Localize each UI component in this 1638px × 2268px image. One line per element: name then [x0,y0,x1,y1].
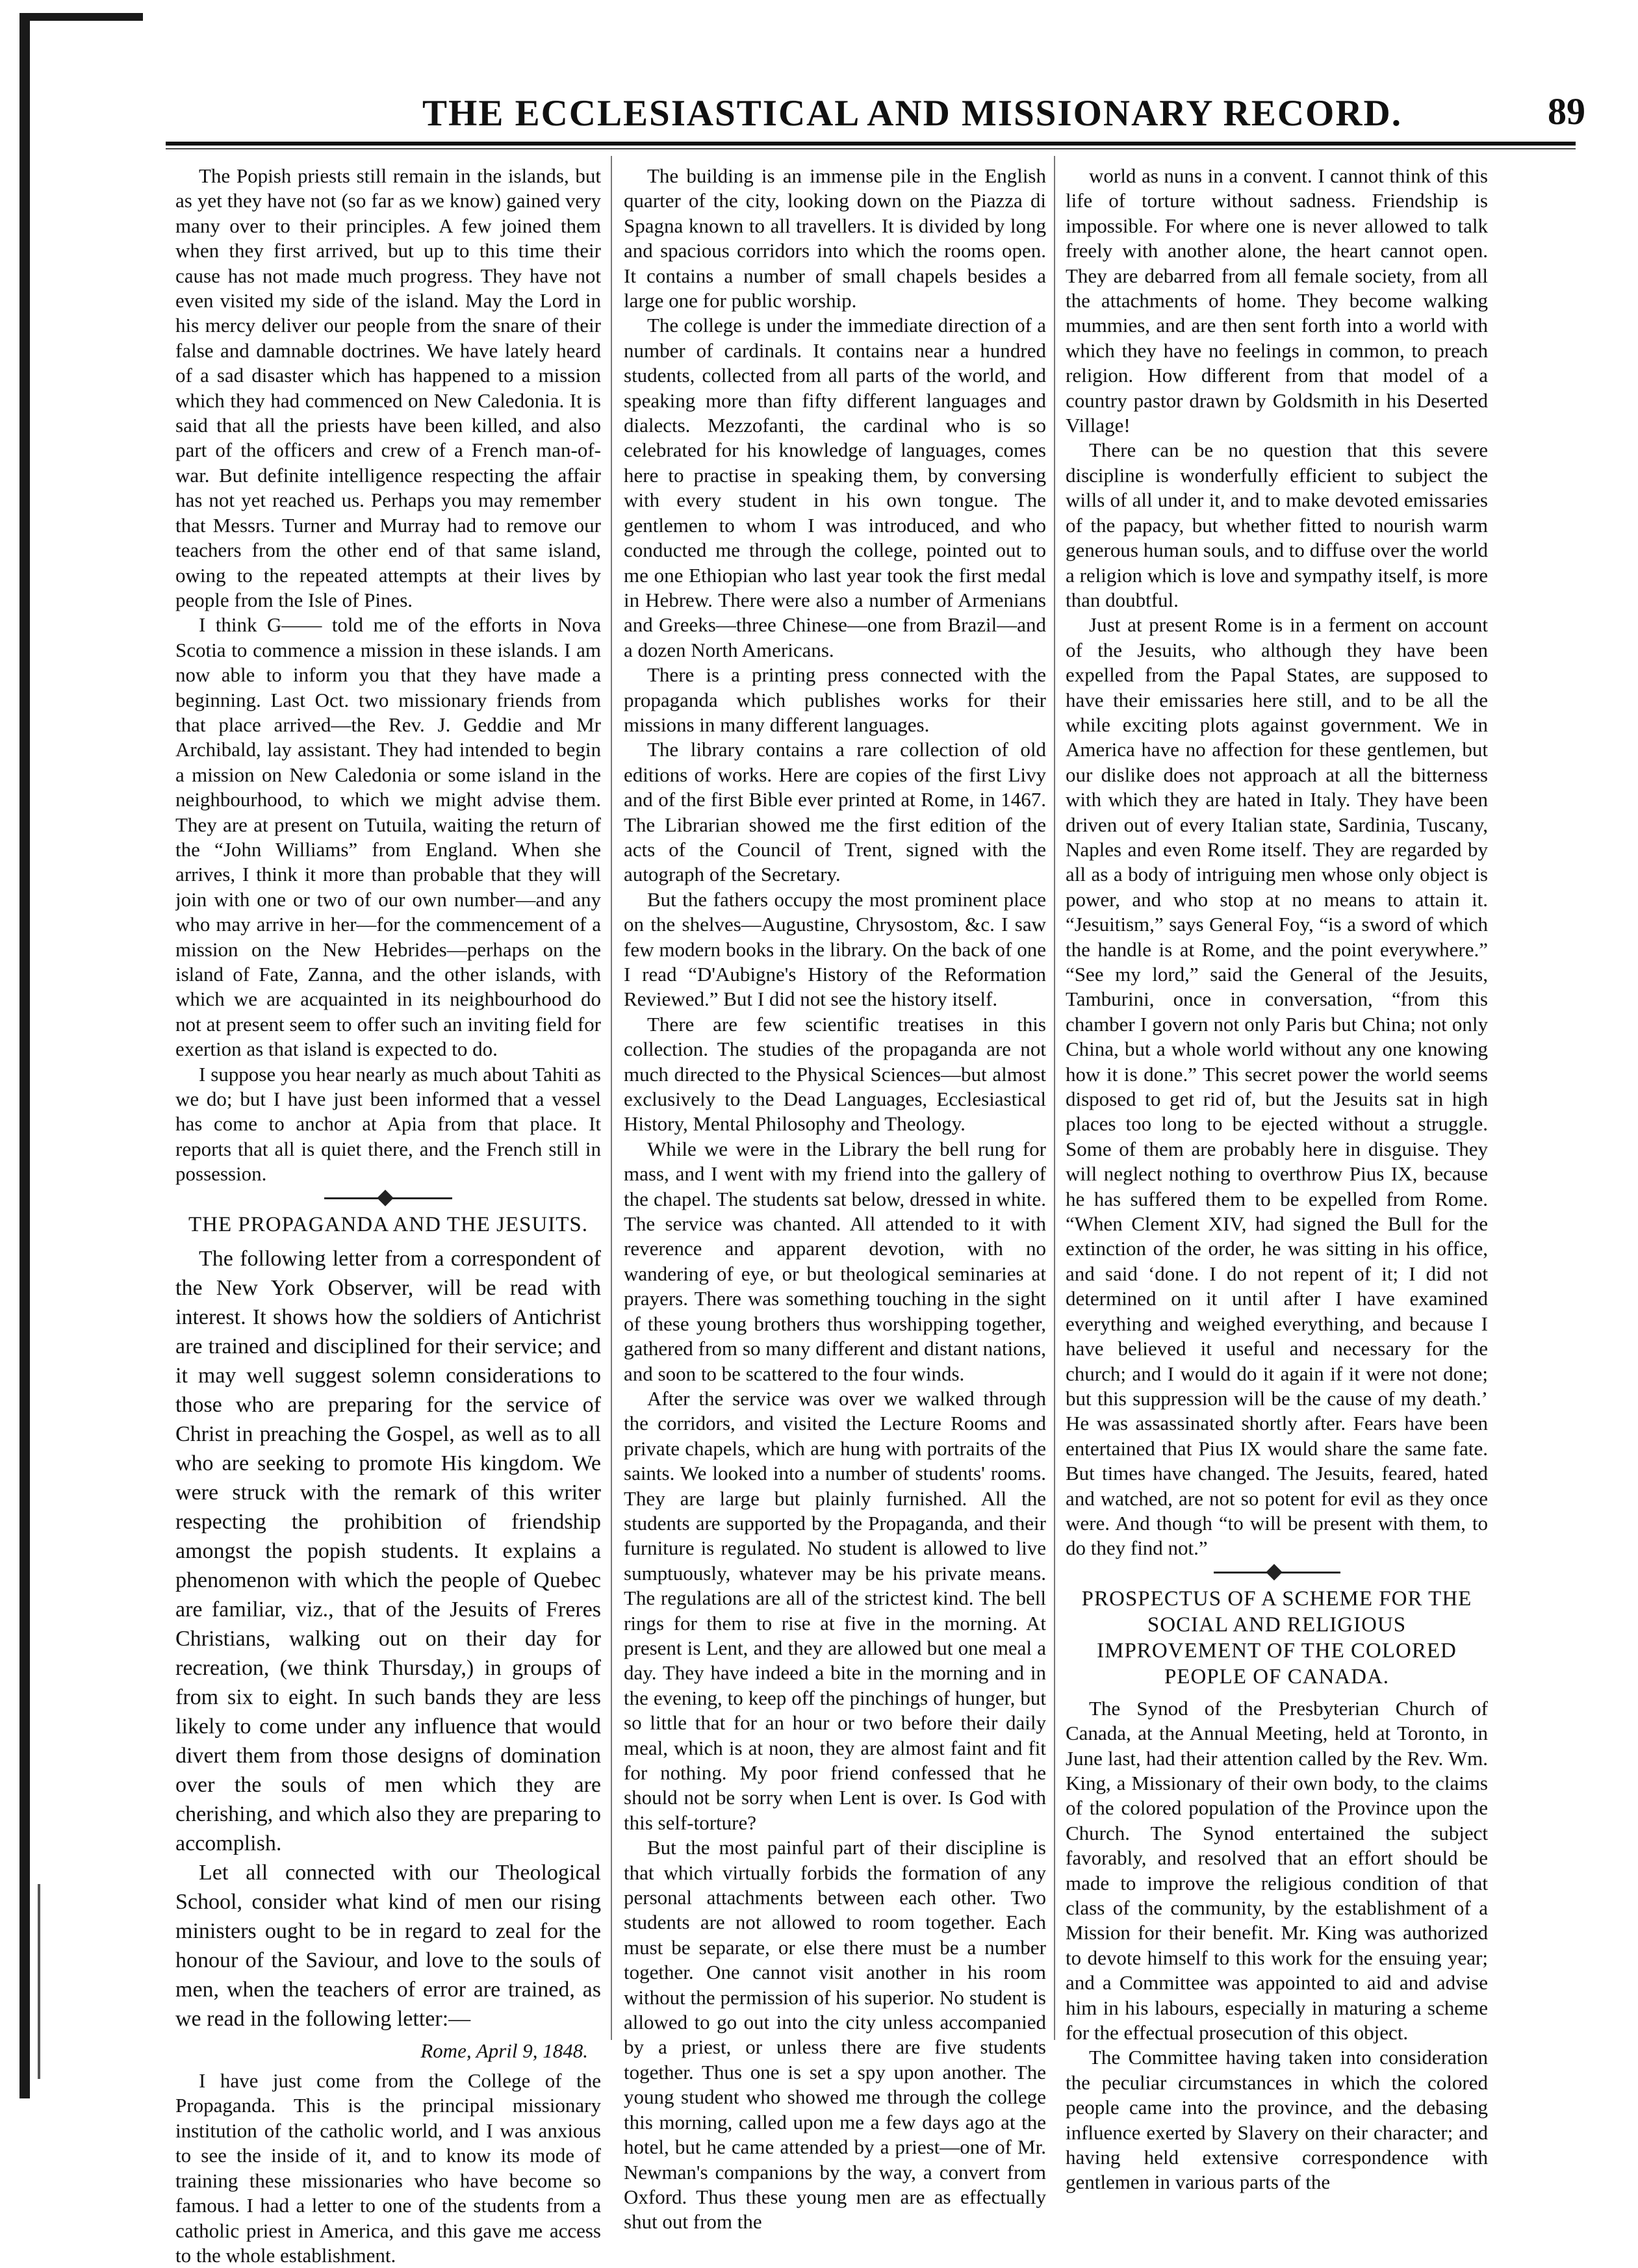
paragraph: The Synod of the Presbyterian Church of Canada, at the Annual Meeting, held at Toronto, in June last, had their attention called by the Rev. Wm. King, a Missionary of their own body, to the claims of the colored population of the Province upon the Church. The Synod entertained the subject favorably, and resolved that an effort should be made to improve the religious condition of that class of the community, by the establishment of a Mission for their benefit. Mr. King was authorized to devote himself to this work for the ensuing year; and a Committee was appointed to aid and advise him in his labours, especially in maturing a scheme for the effectual prosecution of this object. [1066,1696,1488,2045]
paragraph: While we were in the Library the bell rung for mass, and I went with my friend into the gallery of the chapel. The students sat below, dressed in white. The service was chanted. All attended to it with reverence and apparent devotion, with no wandering of eye, or but theological seminaries at prayers. There was something touching in the sight of these young brothers thus worshipping together, gathered from so many different and distant nations, and soon to be scattered to the four winds. [624,1137,1046,1385]
binding-rule [19,13,30,2098]
paragraph: I have just come from the College of the Propaganda. This is the principal missionary institution of the catholic world, and I was anxious to see the inside of it, and to know its mode of training these missionaries who have become so famous. I had a letter to one of the students from a catholic priest in America, and this gave me access to the whole establishment. [175,2069,601,2267]
header-rule [166,142,1576,146]
paragraph: The college is under the immediate direction of a number of cardinals. It contains near a hundred students, collected from all parts of the world, and speaking more than fifty different languages and dialects. Mezzofanti, the cardinal who is so celebrated for his knowledge of languages, comes here to practise in speaking them, by conversing with every student in his own tongue. The gentlemen to whom I was introduced, and who conducted me through the college, pointed out to me one Ethiopian who last year took the first medal in Hebrew. There were also a number of Armenians and Greeks—three Chinese—one from Brazil—and a dozen North Americans. [624,314,1046,661]
column-rule-2 [1054,156,1055,2040]
paragraph: Let all connected with our Theological School, consider what kind of men our rising ministers ought to be in regard to zeal for the honour of the Saviour, and love to the souls of men, when the teachers of error are trained, as we read in the following letter:— [175,1860,601,2031]
page-number: 89 [1548,90,1585,133]
section-heading: THE PROPAGANDA AND THE JESUITS. [188,1212,588,1236]
paragraph: The building is an immense pile in the English quarter of the city, looking down on the Piazza di Spagna known to all travellers. It is divided by long and spacious corridors into which the rooms open. It contains a number of small chapels besides a large one for public worship. [624,164,1046,312]
paragraph: There are few scientific treatises in this collection. The studies of the propaganda are not much directed to the Physical Sciences—but almost exclusively to the Dead Languages, Ecclesiastical History, Mental Philosophy and Theology. [624,1012,1046,1136]
paragraph: I think G—— told me of the efforts in Nova Scotia to commence a mission in these islands. I am now able to inform you that they have made a beginning. Last Oct. two missionary friends from that place arrived—the Rev. J. Geddie and Mr Archibald, lay assistant. They had intended to begin a mission on New Caledonia or some island in the neighbourhood, to which we might advise them. They are at present on Tutuila, waiting the return of the “John Williams” from England. When she arrives, I think it more than probable that they will join with one or two of our own number—and any who may arrive in her—for the commencement of a mission on the New Hebrides—perhaps on the island of Fate, Zanna, and the other islands, with which we are acquainted in its neighbourhood do not at present seem to offer such an inviting field for exertion as that island is expected to do. [175,613,601,1061]
section-divider [1066,1561,1488,1583]
paragraph: The Popish priests still remain in the islands, but as yet they have not (so far as we know) gained very many over to their principles. A few joined them when they first arrived, but up to this time their cause has not made much progress. They have not even visited my side of the island. May the Lord in his mercy deliver our people from the snare of their false and damnable doctrines. We have lately heard of a sad disaster which has happened to a mission which they had commenced on New Caledonia. It is said that all the priests have been killed, and also part of the officers and crew of a French man-of-war. But definite intelligence respecting the affair has not yet reached us. Perhaps you may remember that Messrs. Turner and Murray had to remove our teachers from the other end of that same island, owing to the repeated attempts at their lives by people from the Isle of Pines. [175,164,601,611]
page-header [162,86,1585,144]
paragraph: But the most painful part of their discipline is that which virtually forbids the formation of any personal attachments between each other. Two students are not allowed to room together. Each must be separate, or else there must be a number together. One cannot visit another in his room without the permission of his superior. No student is allowed to go out into the city unless accompanied by a priest, or unless there are five students together. Thus one is set a spy upon another. The young student who showed me through the college this morning, called upon me a few days ago at the hotel, but he came attended by a priest—one of Mr. Newman's companions by the way, a convert from Oxford. Thus these young men are as effectually shut out from the [624,1836,1046,2234]
column-rule-1 [611,156,612,2040]
section-heading: PROSPECTUS OF A SCHEME FOR THE SOCIAL AND RELIGIOUS IMPROVEMENT OF THE COLORED PEOPLE OF CANADA. [1081,1586,1472,1688]
binding-rule-top [19,13,143,21]
column-1 [175,164,601,2268]
paragraph: I suppose you hear nearly as much about Tahiti as we do; but I have just been informed that a vessel has come to anchor at Apia from that place. It reports that all is quiet there, and the French still in possession. [175,1062,601,1186]
paragraph: The Committee having taken into consideration the peculiar circumstances in which the colored people came into the province, and the debasing influence exerted by Slavery on their character; and having held extensive correspondence with gentlemen in various parts of the [1066,2046,1488,2194]
column-2 [624,164,1046,2235]
binding-edge [38,1884,40,2079]
header-rule-thin [166,148,1576,149]
paragraph: The library contains a rare collection of old editions of works. Here are copies of the first Livy and of the first Bible ever printed at Rome, in 1467. The Librarian showed me the first edition of the acts of the Council of Trent, signed with the autograph of the Secretary. [624,738,1046,886]
section-divider [175,1187,601,1209]
dateline: Rome, April 9, 1848. [420,2039,588,2062]
paragraph: There can be no question that this severe discipline is wonderfully efficient to subject the wills of all under it, and to make devoted emissaries of the papacy, but whether fitted to nourish warm generous human souls, and to diffuse over the world a religion which is love and sympathy itself, is more than doubtful. [1066,439,1488,611]
paragraph: After the service was over we walked through the corridors, and visited the Lecture Rooms and private chapels, which are hung with portraits of the saints. We looked into a number of students' rooms. They are large but plainly furnished. All the students are supported by the Propaganda, and their furniture is regulated. No student is allowed to live sumptuously, whatever may be his private means. The regulations are all of the strictest kind. The bell rings for them to rise at five in the morning. At present is Lent, and they are allowed but one meal a day. They have indeed a bite in the morning and in the evening, to keep off the pinchings of hunger, but so little that for an hour or two before their daily meal, which is at noon, they are almost faint and fit for nothing. My poor friend confessed that he should not be sorry when Lent is over. Is God with this self-torture? [624,1386,1046,1834]
paragraph: But the fathers occupy the most prominent place on the shelves—Augustine, Chrysostom, &c. I saw few modern books in the library. On the back of one I read “D'Aubigne's History of the Reformation Reviewed.” But I did not see the history itself. [624,887,1046,1011]
running-title: THE ECCLESIASTICAL AND MISSIONARY RECORD. [422,93,1402,134]
paragraph: world as nuns in a convent. I cannot think of this life of torture without sadness. Friendship is impossible. For where one is never allowed to talk freely with another alone, the heart cannot open. They are debarred from all female society, from all the attachments of home. They become walking mummies, and are then sent forth into a world with which they have no feelings in common, to preach religion. How different from that model of a country pastor drawn by Goldsmith in his Deserted Village! [1066,164,1488,437]
column-3 [1066,164,1488,2195]
paragraph: Just at present Rome is in a ferment on account of the Jesuits, who although they have been expelled from the Papal States, are supposed to have their emissaries here still, and to be all the while exciting plots against government. We in America have no affection for these gentlemen, but our dislike does not approach at all the bitterness with which they are hated in Italy. They have been driven out of every Italian state, Sardinia, Tuscany, Naples and even Rome itself. They are regarded by all as a body of intriguing men whose only object is power, and who stop at no means to attain it. “Jesuitism,” says General Foy, “is a sword of which the handle is at Rome, and the point everywhere.” “See my lord,” said the General of the Jesuits, Tamburini, once in conversation, “from this chamber I govern not only Paris but China; not only China, but a whole world without any one knowing how it is done.” This secret power the world seems disposed to get rid of, but the Jesuits sat in high places too long to be ejected without a struggle. Some of them are probably here in disguise. They will neglect nothing to overthrow Pius IX, because he has suffered them to be expelled from Rome. “When Clement XIV, had signed the Bull for the extinction of the order, he was sitting in his office, and said ‘done. I do not repent of it; I did not determined on it until after I have examined everything and weighed everything, and because I have believed it useful and necessary for the church; and I would do it again if it were not done; but this suppression will be the cause of my death.’ He was assassinated shortly after. Fears have been entertained that Pius IX would share the same fate. But times have changed. The Jesuits, feared, hated and watched, are not so potent for evil as they once were. And though “to will be present with them, to do they find not.” [1066,613,1488,1560]
paragraph: The following letter from a correspondent of the New York Observer, will be read with interest. It shows how the soldiers of Antichrist are trained and disciplined for their service; and it may well suggest solemn considerations to those who are preparing for the service of Christ in preaching the Gospel, as well as to all who are seeking to promote His kingdom. We were struck with the remark of this writer respecting the prohibition of friendship amongst the popish students. It explains a phenomenon with which the people of Quebec are familiar, viz., that of the Jesuits of Freres Christians, walking out on their day for recreation, (we think Thursday,) in groups of from six to eight. In such bands they are less likely to come under any influence that would divert them from those designs of domination over the souls of men which they are cherishing, and which also they are preparing to accomplish. [175,1246,601,1855]
paragraph: There is a printing press connected with the propaganda which publishes works for their missions in many different languages. [624,663,1046,736]
